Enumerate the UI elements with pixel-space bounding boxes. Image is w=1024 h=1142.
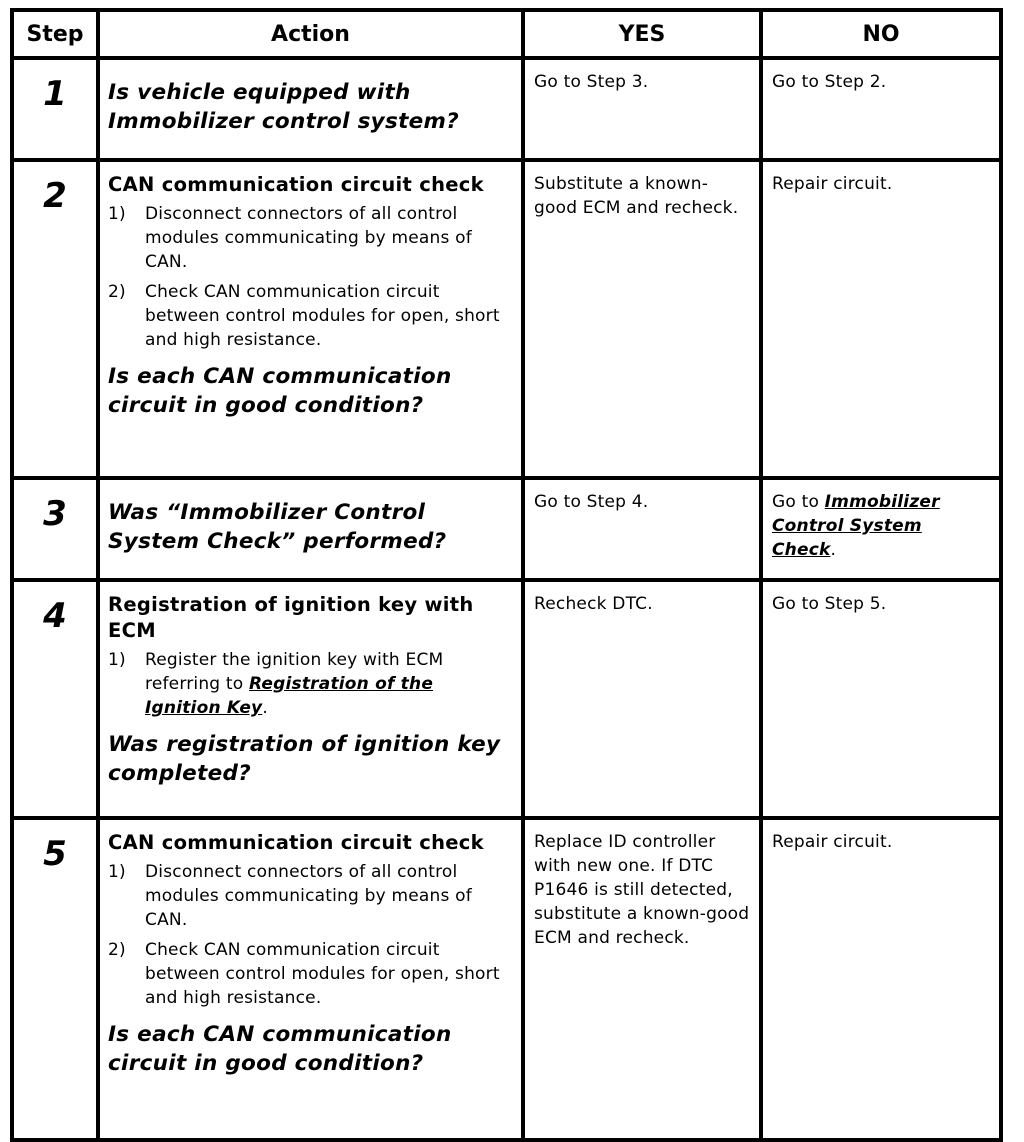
yes-cell: Recheck DTC. [523,580,761,818]
diagnostic-table [10,8,1003,1142]
no-text-suffix: . [830,540,837,560]
step-heading: Registration of ignition key with ECM [108,593,474,642]
table-row [12,478,1001,580]
header-row [12,10,1001,58]
action-cell [98,478,523,580]
substep-number: 1) [108,862,126,882]
step-heading: CAN communication circuit check [108,173,484,196]
no-cell: Repair circuit. [761,818,1001,1140]
yes-cell: Go to Step 3. [523,58,761,160]
step-question: Was “Immobilizer Control System Check” performed? [108,500,447,554]
no-cell: Repair circuit. [761,160,1001,478]
table-row [12,580,1001,818]
substep-item [108,860,513,932]
substep-item [108,280,513,352]
substep-text-suffix: . [262,698,268,718]
step-number: 2 [12,160,98,478]
yes-cell: Go to Step 4. [523,478,761,580]
action-cell [98,580,523,818]
substep-text: Disconnect connectors of all control modules communicating by means of CAN. [145,204,472,272]
step-number: 5 [12,818,98,1140]
substep-list [108,648,513,720]
yes-cell: Replace ID controller with new one. If DTC P1646 is still detected, substitute a known-good ECM and recheck. [523,818,761,1140]
no-cell: Go to Step 2. [761,58,1001,160]
table-row [12,58,1001,160]
step-number: 3 [12,478,98,580]
substep-item [108,938,513,1010]
step-question: Was registration of ignition key completed? [108,732,501,786]
header-yes: YES [523,10,761,58]
immobilizer-check-link[interactable]: Immobilizer Control System Check [772,492,940,560]
substep-text: Check CAN communication circuit between control modules for open, short and high resistance. [145,940,500,1008]
substep-number: 1) [108,650,126,670]
substep-text: Disconnect connectors of all control modules communicating by means of CAN. [145,862,472,930]
no-cell: Go to Step 5. [761,580,1001,818]
no-text-prefix: Go to [772,492,825,512]
step-heading: CAN communication circuit check [108,831,484,854]
header-action: Action [98,10,523,58]
substep-list [108,860,513,1010]
action-cell [98,58,523,160]
substep-item [108,202,513,274]
substep-number: 2) [108,282,126,302]
table-row [12,818,1001,1140]
no-cell [761,478,1001,580]
step-number: 1 [12,58,98,160]
step-number: 4 [12,580,98,818]
step-question: Is vehicle equipped with Immobilizer control system? [108,80,460,134]
header-step: Step [12,10,98,58]
substep-text-prefix: Register the ignition key with ECM referring to [145,650,444,694]
header-no: NO [761,10,1001,58]
substep-item [108,648,513,720]
step-question: Is each CAN communication circuit in good condition? [108,364,452,418]
yes-cell: Substitute a known-good ECM and recheck. [523,160,761,478]
step-question: Is each CAN communication circuit in good condition? [108,1022,452,1076]
action-cell [98,160,523,478]
substep-list [108,202,513,352]
registration-key-link[interactable]: Registration of the Ignition Key [145,674,434,718]
action-cell [98,818,523,1140]
table-row [12,160,1001,478]
substep-number: 2) [108,940,126,960]
substep-number: 1) [108,204,126,224]
substep-text: Check CAN communication circuit between control modules for open, short and high resistance. [145,282,500,350]
